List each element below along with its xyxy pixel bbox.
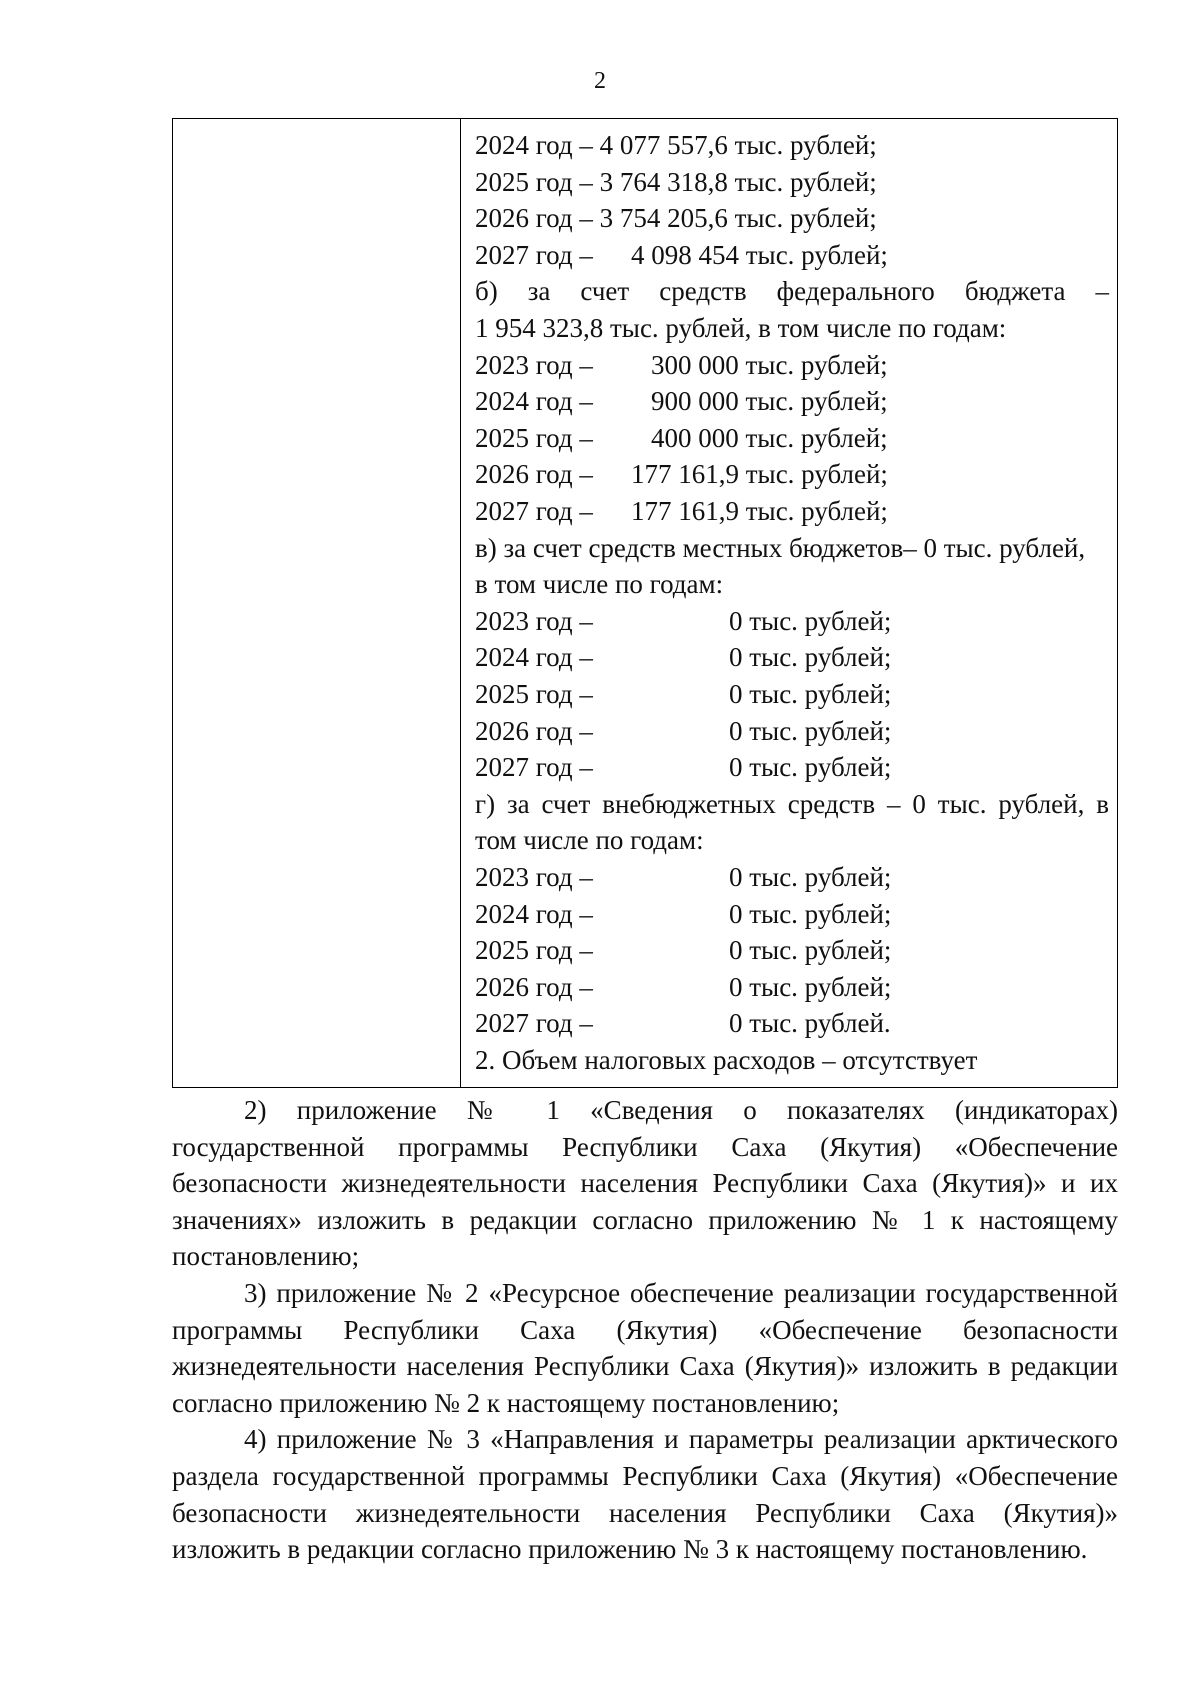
amount-value: 400 000 тыс. рублей;: [651, 422, 888, 453]
paragraph-appendix-2: 3) приложение № 2 «Ресурсное обеспечение реализации государственной программы Республики Саха (Якутия) «Обеспечение безопасности жизнедеятельности населения Республики Саха (Якутия)» изложить в редакции согласно приложению № 2 к настоящему постановлению;: [172, 1277, 1118, 1418]
year-label: 2026 год –: [475, 459, 593, 490]
year-label: 2024 год –: [475, 386, 593, 417]
amount-value: 300 000 тыс. рублей;: [651, 349, 888, 380]
year-label: 2027 год –: [475, 239, 593, 270]
year-label: 2023 год –: [475, 349, 593, 380]
year-label: 2025 год –: [475, 679, 593, 709]
table-year-line: 2024 год – 4 077 557,6 тыс. рублей;: [475, 130, 877, 160]
amount-value: 0 тыс. рублей;: [729, 605, 892, 636]
amount-value: 0 тыс. рублей;: [729, 679, 892, 709]
year-label: 2027 год –: [475, 1008, 593, 1039]
amount-value: 177 161,9 тыс. рублей;: [631, 459, 888, 490]
table-text-line: 1 954 323,8 тыс. рублей, в том числе по годам:: [475, 313, 1007, 343]
column-divider: [460, 119, 461, 1087]
paragraph-appendix-1: 2) приложение № 1 «Сведения о показателях (индикаторах) государственной программы Республики Саха (Якутия) «Обеспечение безопасности жизнедеятельности населения Республики Саха (Якутия)» и их значениях» изложить в редакции согласно приложению № 1 к настоящему постановлению;: [172, 1095, 1118, 1272]
table-text-line: г) за счет внебюджетных средств – 0 тыс. рублей, в: [475, 788, 1109, 819]
paragraph-appendix-3: 4) приложение № 3 «Направления и параметры реализации арктического раздела государственной программы Республики Саха (Якутия) «Обеспечение безопасности жизнедеятельности населения Республики Саха (Якутия)» изложить в редакции согласно приложению № 3 к настоящему постановлению.: [172, 1424, 1118, 1565]
table-year-row: [475, 493, 1109, 530]
amount-value: 177 161,9 тыс. рублей;: [631, 496, 888, 526]
year-label: 2023 год –: [475, 605, 593, 636]
year-label: 2027 год –: [475, 496, 593, 526]
year-label: 2026 год –: [475, 715, 593, 746]
amount-value: 0 тыс. рублей;: [729, 898, 892, 929]
table-year-row: [475, 456, 1109, 493]
table-text-line: в том числе по годам:: [475, 569, 724, 600]
table-year-row: [475, 969, 1109, 1006]
table-text-line: б) за счет средств федерального бюджета –: [475, 276, 1109, 307]
table-year-line: 2025 год – 3 764 318,8 тыс. рублей;: [475, 166, 877, 197]
table-year-row: [475, 859, 1109, 896]
amount-value: 0 тыс. рублей;: [729, 935, 892, 966]
amount-value: 0 тыс. рублей;: [729, 862, 892, 892]
table-year-row: [475, 749, 1109, 786]
amount-value: 900 000 тыс. рублей;: [651, 386, 888, 417]
amount-value: 0 тыс. рублей;: [729, 752, 892, 783]
table-year-row: [475, 420, 1109, 457]
year-label: 2027 год –: [475, 752, 593, 783]
table-text-line: 2. Объем налоговых расходов – отсутствует: [475, 1045, 978, 1075]
table-year-row: [475, 1005, 1109, 1042]
amount-value: 0 тыс. рублей;: [729, 971, 892, 1002]
funding-table: [172, 118, 1118, 1088]
year-label: 2026 год –: [475, 971, 593, 1002]
table-year-row: [475, 896, 1109, 933]
table-year-row: [475, 932, 1109, 969]
table-year-row: [475, 603, 1109, 640]
table-year-row: [475, 383, 1109, 420]
table-text-line: в) за счет средств местных бюджетов– 0 тыс. рублей,: [475, 532, 1086, 563]
amount-value: 0 тыс. рублей;: [729, 715, 892, 746]
page-number: 2: [594, 68, 606, 94]
amount-value: 4 098 454 тыс. рублей;: [631, 239, 888, 270]
table-year-row: [475, 676, 1109, 713]
amount-value: 0 тыс. рублей;: [729, 642, 892, 673]
body-text: [172, 1092, 1118, 1568]
year-label: 2023 год –: [475, 862, 593, 892]
table-year-line: 2026 год – 3 754 205,6 тыс. рублей;: [475, 203, 877, 234]
table-year-row: [475, 347, 1109, 384]
table-year-row: [475, 639, 1109, 676]
table-year-row: [475, 237, 1109, 274]
year-label: 2024 год –: [475, 898, 593, 929]
table-year-row: [475, 713, 1109, 750]
table-text-line: том числе по годам:: [475, 825, 704, 856]
year-label: 2025 год –: [475, 935, 593, 966]
amount-value: 0 тыс. рублей.: [729, 1008, 891, 1039]
year-label: 2024 год –: [475, 642, 593, 673]
year-label: 2025 год –: [475, 422, 593, 453]
